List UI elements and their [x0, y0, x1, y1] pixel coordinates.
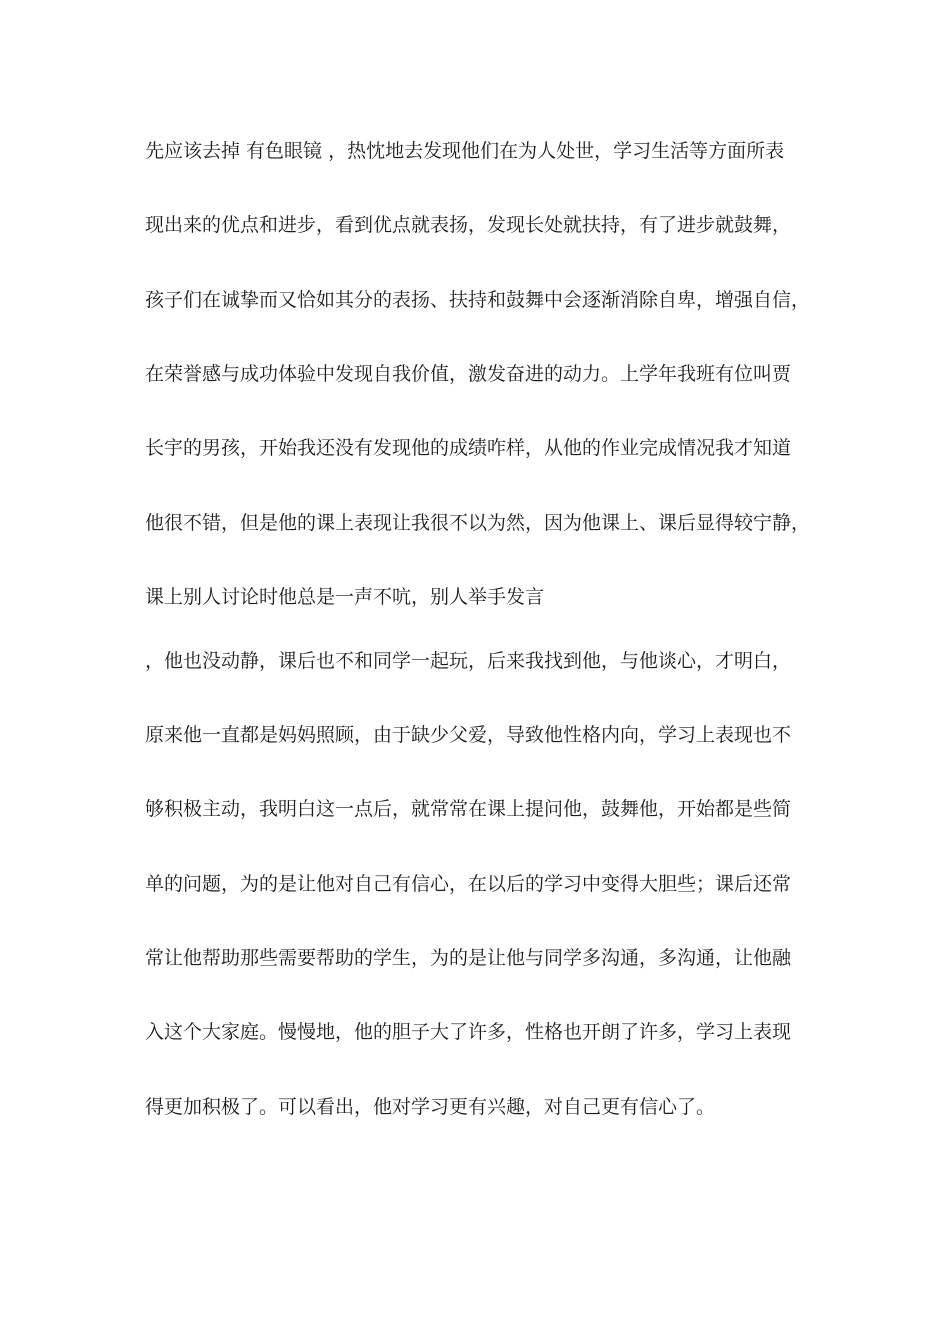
text-line: 先应该去掉 有色眼镜 ，热忱地去发现他们在为人处世，学习生活等方面所表 [145, 140, 785, 162]
text-line: 孩子们在诚挚而又恰如其分的表扬、扶持和鼓舞中会逐渐消除自卑，增强自信， [145, 289, 811, 311]
text-line: 现出来的优点和进步，看到优点就表扬，发现长处就扶持，有了进步就鼓舞， [145, 214, 792, 236]
text-line: 长宇的男孩，开始我还没有发现他的成绩咋样，从他的作业完成情况我才知道 [145, 437, 792, 459]
text-line: 常让他帮助那些需要帮助的学生，为的是让他与同学多沟通，多沟通，让他融 [145, 947, 792, 969]
text-line: 入这个大家庭。慢慢地，他的胆子大了许多，性格也开朗了许多，学习上表现 [145, 1021, 792, 1043]
text-line: 够积极主动，我明白这一点后，就常常在课上提问他，鼓舞他，开始都是些简 [145, 798, 792, 820]
text-line: 原来他一直都是妈妈照顾，由于缺少父爱，导致他性格内向，学习上表现也不 [145, 724, 792, 746]
text-line: 他很不错，但是他的课上表现让我很不以为然，因为他课上、课后显得较宁静， [145, 512, 811, 534]
text-line: 课上别人讨论时他总是一声不吭，别人举手发言 [145, 586, 545, 608]
text-line: 单的问题，为的是让他对自己有信心，在以后的学习中变得大胆些；课后还常 [145, 873, 792, 895]
text-line: ，他也没动静，课后也不和同学一起玩，后来我找到他，与他谈心，才明白， [145, 650, 792, 672]
text-line: 在荣誉感与成功体验中发现自我价值，激发奋进的动力。上学年我班有位叫贾 [145, 363, 792, 385]
text-line: 得更加积极了。可以看出，他对学习更有兴趣，对自己更有信心了。 [145, 1096, 716, 1118]
